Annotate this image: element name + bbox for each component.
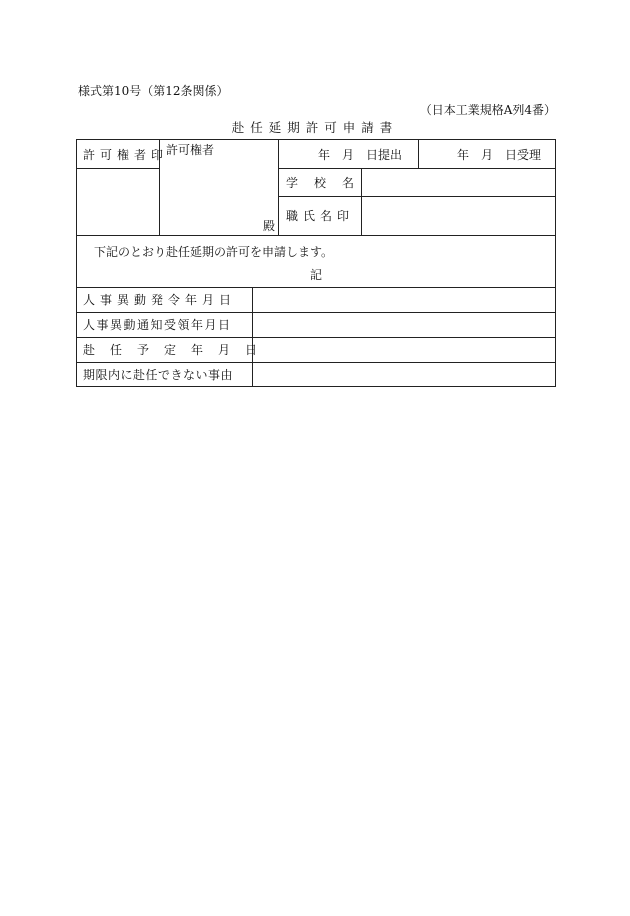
row-label-delay-reason: 期限内に赴任できない事由	[83, 368, 234, 382]
paper-size-note: （日本工業規格A列4番）	[419, 103, 556, 117]
received-date-label: 年 月 日受理	[457, 148, 542, 162]
divider	[418, 140, 419, 168]
divider	[278, 168, 555, 169]
row-label-notice-receipt-date: 人事異動通知受領年月日	[83, 318, 232, 332]
honorific-label: 殿	[263, 219, 276, 233]
divider	[77, 312, 555, 313]
divider	[77, 168, 159, 169]
divider	[77, 337, 555, 338]
application-form-table	[76, 139, 556, 387]
ki-label: 記	[310, 268, 323, 282]
submitted-date-label: 年 月 日提出	[318, 148, 403, 162]
applicant-name-label: 職氏名印	[286, 209, 355, 223]
authority-name-label: 許可権者	[166, 143, 215, 157]
school-name-label: 学校名	[286, 176, 371, 190]
divider	[252, 287, 253, 387]
application-statement: 下記のとおり赴任延期の許可を申請します。	[94, 245, 334, 259]
divider	[278, 196, 555, 197]
row-label-planned-arrival-date: 赴任予定年月日	[83, 343, 273, 357]
form-title: 赴任延期許可申請書	[231, 120, 399, 135]
divider	[77, 287, 555, 288]
divider	[77, 362, 555, 363]
form-number: 様式第10号（第12条関係）	[78, 84, 229, 98]
divider	[278, 140, 279, 235]
divider	[77, 235, 555, 236]
authority-seal-label: 許可権者印	[83, 148, 169, 162]
row-label-personnel-order-date: 人事異動発令年月日	[83, 293, 237, 307]
